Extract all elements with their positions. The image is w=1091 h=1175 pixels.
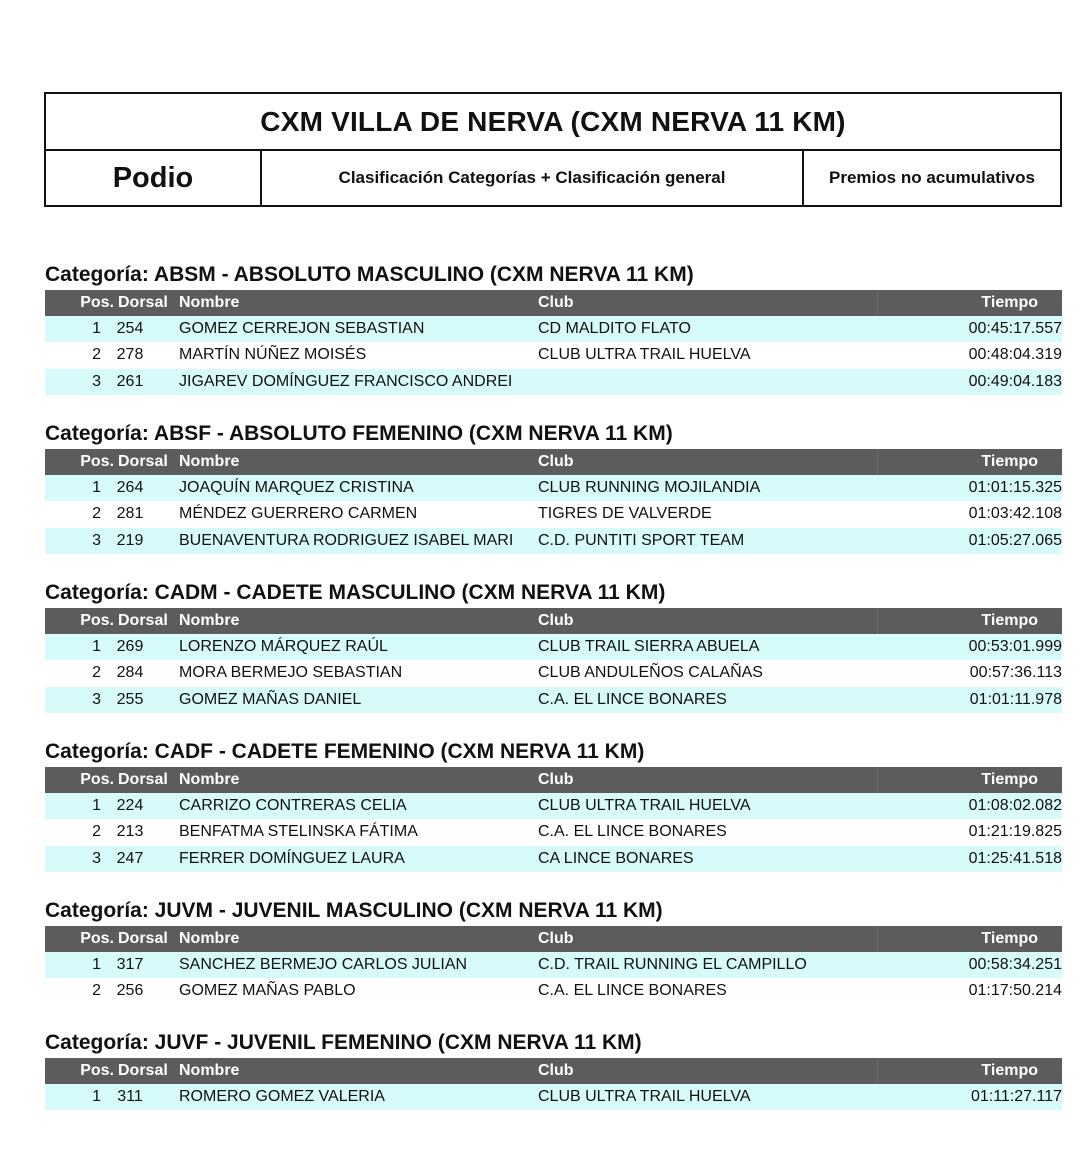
- column-header-dorsal: Dorsal: [118, 1062, 168, 1079]
- podio-label: Podio: [46, 151, 262, 205]
- category-title: Categoría: ABSF - ABSOLUTO FEMENINO (CXM NERVA 11 KM): [45, 422, 673, 445]
- name-cell: MARTÍN NÚÑEZ MOISÉS: [179, 346, 367, 364]
- name-cell: JIGAREV DOMÍNGUEZ FRANCISCO ANDREI: [179, 372, 513, 390]
- column-header-dorsal: Dorsal: [118, 930, 168, 947]
- name-cell: SANCHEZ BERMEJO CARLOS JULIAN: [179, 956, 468, 974]
- table-row: [45, 316, 1062, 342]
- column-header-pos: Pos.: [80, 294, 114, 311]
- table-header: [45, 926, 1062, 952]
- column-header-tiempo: Tiempo: [981, 771, 1038, 788]
- time-cell: 00:45:17.557: [968, 320, 1062, 338]
- club-cell: C.A. EL LINCE BONARES: [538, 690, 727, 708]
- column-header-pos: Pos.: [80, 612, 114, 629]
- category-section: [45, 578, 1062, 737]
- name-cell: JOAQUÍN MARQUEZ CRISTINA: [179, 479, 414, 497]
- results-table: [45, 449, 1062, 554]
- time-cell: 01:11:27.117: [970, 1088, 1062, 1106]
- table-row: [45, 660, 1062, 686]
- time-cell: 00:48:04.319: [968, 346, 1062, 364]
- time-cell: 00:49:04.183: [968, 372, 1062, 390]
- position-cell: 1: [92, 638, 101, 656]
- table-header: [45, 449, 1062, 475]
- category-title: Categoría: JUVF - JUVENIL FEMENINO (CXM NERVA 11 KM): [45, 1031, 642, 1054]
- dorsal-cell: 264: [116, 479, 144, 497]
- header-divider: [877, 767, 878, 793]
- column-header-pos: Pos.: [80, 453, 114, 470]
- category-section: [45, 896, 1062, 1028]
- column-header-dorsal: Dorsal: [118, 294, 168, 311]
- results-table: [45, 1058, 1062, 1110]
- position-cell: 3: [92, 372, 101, 390]
- time-cell: 01:21:19.825: [968, 823, 1062, 841]
- column-header-nombre: Nombre: [179, 612, 240, 629]
- dorsal-cell: 317: [116, 956, 144, 974]
- results-table: [45, 608, 1062, 713]
- header-divider: [877, 1058, 878, 1084]
- column-header-tiempo: Tiempo: [981, 612, 1038, 629]
- column-header-tiempo: Tiempo: [981, 930, 1038, 947]
- name-cell: ROMERO GOMEZ VALERIA: [179, 1088, 385, 1106]
- table-row: [45, 978, 1062, 1004]
- category-section: [45, 1028, 1062, 1110]
- dorsal-cell: 256: [116, 982, 144, 1000]
- name-cell: CARRIZO CONTRERAS CELIA: [179, 797, 407, 815]
- table-header: [45, 608, 1062, 634]
- club-cell: CLUB TRAIL SIERRA ABUELA: [538, 638, 760, 656]
- column-header-dorsal: Dorsal: [118, 453, 168, 470]
- category-title: Categoría: JUVM - JUVENIL MASCULINO (CXM NERVA 11 KM): [45, 899, 663, 922]
- name-cell: FERRER DOMÍNGUEZ LAURA: [179, 849, 405, 867]
- table-row: [45, 528, 1062, 554]
- column-header-tiempo: Tiempo: [981, 294, 1038, 311]
- club-cell: CLUB ULTRA TRAIL HUELVA: [538, 1088, 751, 1106]
- column-header-tiempo: Tiempo: [981, 1062, 1038, 1079]
- club-cell: CD MALDITO FLATO: [538, 320, 691, 338]
- name-cell: LORENZO MÁRQUEZ RAÚL: [179, 638, 388, 656]
- time-cell: 01:17:50.214: [968, 982, 1062, 1000]
- table-row: [45, 952, 1062, 978]
- dorsal-cell: 255: [116, 690, 144, 708]
- dorsal-cell: 281: [116, 505, 144, 523]
- category-title: Categoría: CADF - CADETE FEMENINO (CXM NERVA 11 KM): [45, 740, 645, 763]
- header-divider: [877, 926, 878, 952]
- column-header-pos: Pos.: [80, 771, 114, 788]
- column-header-club: Club: [538, 771, 574, 788]
- time-cell: 00:57:36.113: [969, 664, 1062, 682]
- club-cell: C.D. PUNTITI SPORT TEAM: [538, 531, 745, 549]
- time-cell: 01:03:42.108: [968, 505, 1062, 523]
- column-header-pos: Pos.: [80, 930, 114, 947]
- position-cell: 1: [92, 320, 101, 338]
- classification-label: Clasificación Categorías + Clasificación general: [262, 151, 804, 205]
- time-cell: 01:05:27.065: [968, 531, 1062, 549]
- header-divider: [877, 608, 878, 634]
- category-title: Categoría: ABSM - ABSOLUTO MASCULINO (CXM NERVA 11 KM): [45, 263, 694, 286]
- table-row: [45, 342, 1062, 368]
- name-cell: MÉNDEZ GUERRERO CARMEN: [179, 505, 418, 523]
- dorsal-cell: 261: [116, 372, 144, 390]
- table-row: [45, 687, 1062, 713]
- time-cell: 01:01:11.978: [969, 690, 1062, 708]
- column-header-nombre: Nombre: [179, 1062, 240, 1079]
- dorsal-cell: 284: [116, 664, 144, 682]
- table-row: [45, 846, 1062, 872]
- club-cell: TIGRES DE VALVERDE: [538, 505, 712, 523]
- club-cell: CLUB ULTRA TRAIL HUELVA: [538, 346, 751, 364]
- dorsal-cell: 278: [116, 346, 144, 364]
- category-section: [45, 260, 1062, 419]
- time-cell: 00:58:34.251: [968, 956, 1062, 974]
- header-divider: [877, 449, 878, 475]
- position-cell: 2: [92, 982, 101, 1000]
- column-header-dorsal: Dorsal: [118, 771, 168, 788]
- column-header-pos: Pos.: [80, 1062, 114, 1079]
- position-cell: 1: [92, 956, 101, 974]
- time-cell: 01:08:02.082: [968, 797, 1062, 815]
- time-cell: 01:25:41.518: [968, 849, 1062, 867]
- club-cell: C.A. EL LINCE BONARES: [538, 823, 727, 841]
- name-cell: BUENAVENTURA RODRIGUEZ ISABEL MARI: [179, 531, 514, 549]
- column-header-dorsal: Dorsal: [118, 612, 168, 629]
- position-cell: 1: [92, 1088, 101, 1106]
- club-cell: C.D. TRAIL RUNNING EL CAMPILLO: [538, 956, 807, 974]
- dorsal-cell: 219: [116, 531, 144, 549]
- table-row: [45, 369, 1062, 395]
- position-cell: 2: [92, 823, 101, 841]
- column-header-club: Club: [538, 1062, 574, 1079]
- table-row: [45, 819, 1062, 845]
- club-cell: CA LINCE BONARES: [538, 849, 694, 867]
- column-header-club: Club: [538, 612, 574, 629]
- table-row: [45, 634, 1062, 660]
- name-cell: GOMEZ CERREJON SEBASTIAN: [179, 320, 425, 338]
- table-row: [45, 475, 1062, 501]
- table-header: [45, 1058, 1062, 1084]
- club-cell: CLUB ULTRA TRAIL HUELVA: [538, 797, 751, 815]
- table-row: [45, 1084, 1062, 1110]
- club-cell: C.A. EL LINCE BONARES: [538, 982, 727, 1000]
- table-row: [45, 793, 1062, 819]
- table-header: [45, 767, 1062, 793]
- time-cell: 01:01:15.325: [968, 479, 1062, 497]
- results-table: [45, 767, 1062, 872]
- club-cell: [538, 369, 878, 395]
- category-section: [45, 737, 1062, 896]
- name-cell: MORA BERMEJO SEBASTIAN: [179, 664, 403, 682]
- column-header-nombre: Nombre: [179, 930, 240, 947]
- prizes-note: Premios no acumulativos: [829, 168, 1035, 187]
- dorsal-cell: 224: [116, 797, 144, 815]
- column-header-club: Club: [538, 294, 574, 311]
- name-cell: BENFATMA STELINSKA FÁTIMA: [179, 823, 418, 841]
- position-cell: 3: [92, 849, 101, 867]
- category-title: Categoría: CADM - CADETE MASCULINO (CXM NERVA 11 KM): [45, 581, 666, 604]
- dorsal-cell: 247: [116, 849, 144, 867]
- header-divider: [877, 290, 878, 316]
- dorsal-cell: 213: [116, 823, 144, 841]
- column-header-club: Club: [538, 930, 574, 947]
- results-table: [45, 290, 1062, 395]
- column-header-club: Club: [538, 453, 574, 470]
- column-header-tiempo: Tiempo: [981, 453, 1038, 470]
- results-table: [45, 926, 1062, 1005]
- name-cell: GOMEZ MAÑAS PABLO: [179, 982, 356, 1000]
- position-cell: 1: [92, 797, 101, 815]
- club-cell: CLUB RUNNING MOJILANDIA: [538, 479, 761, 497]
- position-cell: 1: [92, 479, 101, 497]
- table-row: [45, 501, 1062, 527]
- column-header-nombre: Nombre: [179, 294, 240, 311]
- dorsal-cell: 269: [116, 638, 144, 656]
- position-cell: 2: [92, 346, 101, 364]
- position-cell: 2: [92, 505, 101, 523]
- dorsal-cell: 311: [117, 1088, 143, 1106]
- club-cell: CLUB ANDULEÑOS CALAÑAS: [538, 664, 763, 682]
- event-title: CXM VILLA DE NERVA (CXM NERVA 11 KM): [46, 94, 1060, 151]
- categories-list: [45, 260, 1062, 1110]
- dorsal-cell: 254: [116, 320, 144, 338]
- position-cell: 3: [92, 531, 101, 549]
- results-header: [44, 92, 1062, 207]
- column-header-nombre: Nombre: [179, 453, 240, 470]
- table-header: [45, 290, 1062, 316]
- column-header-nombre: Nombre: [179, 771, 240, 788]
- header-subrow: [46, 151, 1060, 205]
- time-cell: 00:53:01.999: [968, 638, 1062, 656]
- position-cell: 3: [92, 690, 101, 708]
- position-cell: 2: [92, 664, 101, 682]
- category-section: [45, 419, 1062, 578]
- name-cell: GOMEZ MAÑAS DANIEL: [179, 690, 362, 708]
